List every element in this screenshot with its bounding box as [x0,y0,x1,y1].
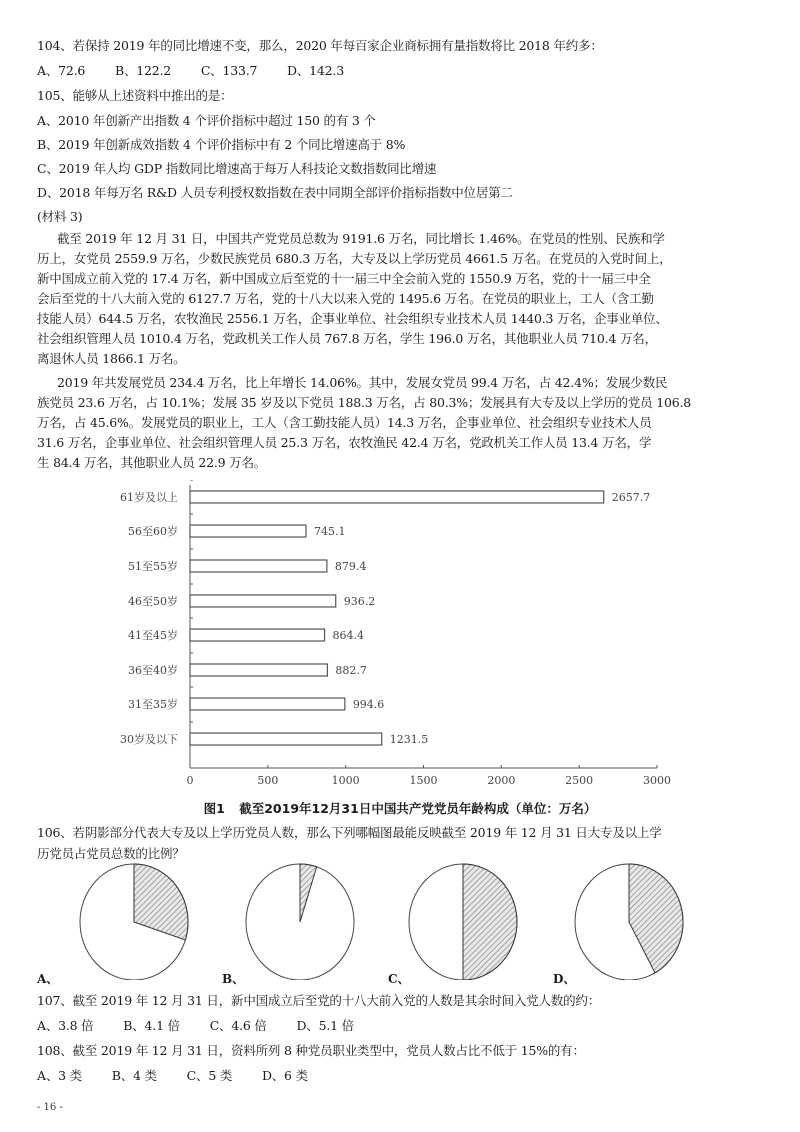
q106-option-b[interactable]: B、 [222,972,245,986]
category-label: 36至40岁 [128,664,178,677]
q107-option-c[interactable]: C、4.6 倍 [209,1018,267,1033]
bar [190,733,382,745]
x-tick-label: 3000 [643,774,671,787]
figure-caption-text: 截至2019年12月31日中国共产党党员年龄构成（单位：万名） [239,801,597,816]
q106-option-d[interactable]: D、 [553,972,576,986]
q105-option-d[interactable]: D、2018 年每万名 R&D 人员专利授权数指数在表中同期全部评价指标指数中位居第二 [37,185,513,200]
q104-option-c[interactable]: C、133.7 [200,63,258,78]
q108-stem: 108、截至 2019 年 12 月 31 日，资料所列 8 种党员职业类型中，党员人数占比不低于 15%的有： [37,1043,585,1058]
material-para2-line: 万名，占 45.6%。发展党员的职业上，工人（含工勤技能人员）14.3 万名，企事业单位、社会组织专业技术人员 [37,415,652,430]
q107-option-d[interactable]: D、5.1 倍 [296,1018,354,1033]
bar-value-label: 1231.5 [389,733,429,746]
material-para2-line: 生 84.4 万名，其他职业人员 22.9 万名。 [37,455,267,470]
material-para1-line: 历上，女党员 2559.9 万名，少数民族党员 680.3 万名，大专及以上学历党员 4661.5 万名。在党员的入党时间上， [37,251,672,266]
bar-value-label: 879.4 [334,560,367,573]
pie-shaded-slice [463,864,517,980]
material-heading: (材料 3) [37,209,83,224]
category-label: 30岁及以下 [120,733,178,746]
q106-stem-line: 106、若阴影部分代表大专及以上学历党员人数，那么下列哪幅图最能反映截至 2019 年 12 月 31 日大专及以上学 [37,825,662,840]
x-tick-label: 500 [257,774,279,787]
chart-bars [190,491,604,745]
q108-options [37,1068,334,1084]
x-tick-label: 1000 [331,774,360,787]
q104-option-d[interactable]: D、142.3 [287,63,344,78]
material-para1-line: 会后至党的十八大前入党的 6127.7 万名，党的十八大以来入党的 1495.6 万名。在党员的职业上，工人（含工勤 [37,291,654,306]
age-composition-bar-chart [0,480,800,790]
bar [190,664,327,676]
bar [190,595,336,607]
q105-stem: 105、能够从上述资料中推出的是： [37,88,233,103]
material-para2-line: 2019 年共发展党员 234.4 万名，比上年增长 14.06%。其中，发展女党员 99.4 万名，占 42.4%；发展少数民 [57,375,668,390]
q104-stem: 104、若保持 2019 年的同比增速不变，那么，2020 年每百家企业商标拥有量指数将比 2018 年约多： [37,38,603,53]
figure-caption [0,799,800,817]
bar-value-label: 882.7 [335,664,367,677]
material-para2-line: 族党员 23.6 万名，占 10.1%；发展 35 岁及以下党员 188.3 万名，占 80.3%；发展具有大专及以上学历的党员 106.8 [37,395,691,410]
material-para1-line: 社会组织管理人员 1010.4 万名，党政机关工作人员 767.8 万名，学生 196.0 万名，其他职业人员 710.4 万名， [37,331,657,346]
q107-option-a[interactable]: A、3.8 倍 [37,1018,94,1033]
bar-value-label: 864.4 [332,629,365,642]
bar [190,698,345,710]
material-para1-line: 截至 2019 年 12 月 31 日，中国共产党党员总数为 9191.6 万名，同比增长 1.46%。在党员的性别、民族和学 [57,231,665,246]
category-label: 61岁及以上 [120,491,178,504]
bar [190,629,325,641]
q105-option-b[interactable]: B、2019 年创新成效指数 4 个评价指标中有 2 个同比增速高于 8% [37,137,406,152]
q106-option-a[interactable]: A、 [37,972,59,986]
q107-option-b[interactable]: B、4.1 倍 [123,1018,180,1033]
bar [190,560,327,572]
q108-option-d[interactable]: D、6 类 [261,1068,308,1083]
bar [190,525,306,537]
bar [190,491,604,503]
q106-stem-line: 历党员占党员总数的比例？ [37,846,185,861]
material-para1-line: 新中国成立前入党的 17.4 万名，新中国成立后至党的十一届三中全会前入党的 1550.9 万名，党的十一届三中全 [37,271,651,286]
q105-option-c[interactable]: C、2019 年人均 GDP 指数同比增速高于每万人科技论文数指数同比增速 [37,161,437,176]
category-label: 56至60岁 [128,525,178,538]
q105-option-a[interactable]: A、2010 年创新产出指数 4 个评价指标中超过 150 的有 3 个 [37,113,376,128]
x-tick-label: 2000 [487,774,516,787]
q107-stem: 107、截至 2019 年 12 月 31 日，新中国成立后至党的十八大前入党的人数是其余时间入党人数的约： [37,993,601,1008]
q104-option-b[interactable]: B、122.2 [114,63,172,78]
bar-value-label: 745.1 [313,525,346,538]
material-para1-line: 离退休人员 1866.1 万名。 [37,351,186,366]
page-number: - 16 - [37,1102,63,1113]
material-para2-line: 31.6 万名，企事业单位、社会组织管理人员 25.3 万名，农牧渔民 42.4 万名，党政机关工作人员 13.4 万名，学 [37,435,652,450]
q106-pie-options [0,860,800,980]
category-label: 41至45岁 [128,629,178,642]
material-para1-line: 技能人员）644.5 万名，农牧渔民 2556.1 万名，企事业单位、社会组织专业技术人员 1440.3 万名，企事业单位、 [37,311,668,326]
chart-axis [190,480,657,768]
category-label: 51至55岁 [128,560,178,573]
q108-option-c[interactable]: C、5 类 [186,1068,233,1083]
q106-option-c[interactable]: C、 [388,972,410,986]
q108-option-a[interactable]: A、3 类 [37,1068,82,1083]
q108-option-b[interactable]: B、4 类 [111,1068,157,1083]
category-label: 31至35岁 [128,698,178,711]
q104-options [37,63,370,79]
figure-caption-label: 图1 [203,801,225,816]
x-tick-label: 1500 [409,774,438,787]
q104-option-a[interactable]: A、72.6 [37,63,86,78]
q107-options [37,1018,380,1034]
bar-value-label: 2657.7 [611,491,651,504]
bar-value-label: 994.6 [352,698,385,711]
bar-value-label: 936.2 [343,595,376,608]
x-tick-label: 2500 [565,774,594,787]
category-label: 46至50岁 [128,595,178,608]
x-tick-label: 0 [186,774,194,787]
